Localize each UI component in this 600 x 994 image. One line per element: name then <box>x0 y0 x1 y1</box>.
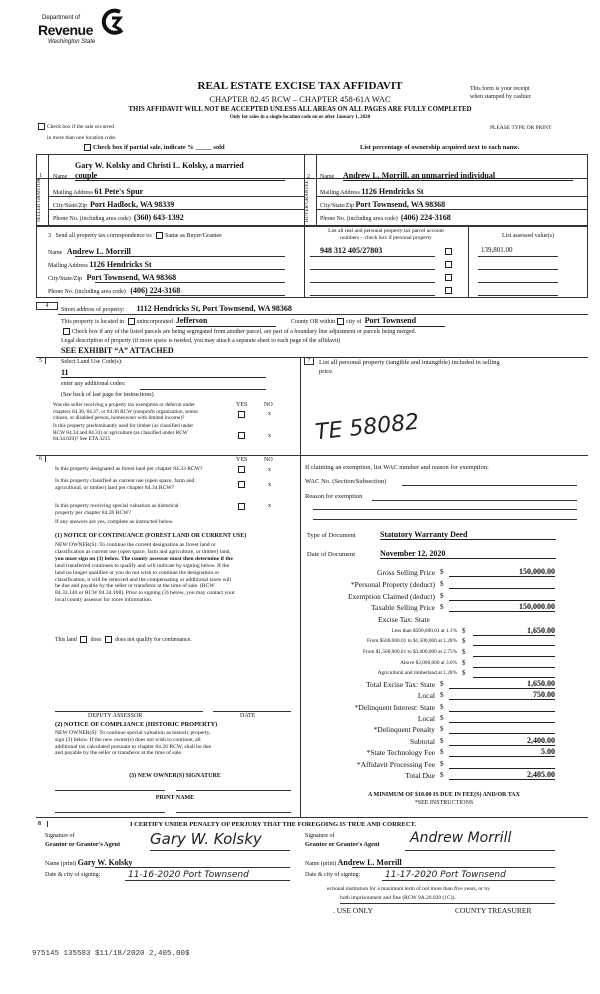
grantor-name-print-label: Name (print) <box>45 861 77 867</box>
current-use-yes-checkbox[interactable] <box>238 481 245 488</box>
tax-row-label: Less than $500,000.01 at 1.1% <box>391 627 457 634</box>
tax-row-amount[interactable] <box>449 591 555 601</box>
no-header-5: NO <box>264 402 273 408</box>
grantee-name-print-label: Name (print) <box>305 861 337 867</box>
county[interactable]: Jefferson <box>176 316 276 327</box>
dollar-sign: $ <box>440 725 444 734</box>
section-number-4: 4 <box>36 302 58 310</box>
dollar-sign: $ <box>440 568 444 576</box>
grantee-name-print[interactable]: Andrew L. Morrill <box>337 858 402 867</box>
segregated-checkbox[interactable] <box>63 328 70 335</box>
seller-mail[interactable]: 61 Pete's Spur <box>94 187 144 196</box>
dollar-sign: $ <box>462 637 466 646</box>
tax-row-amount[interactable]: 1,650.00 <box>473 626 555 636</box>
section-number-3: 3 <box>48 232 51 239</box>
tax-row-label: From $1,500,000.01 to $3,000,000 at 2.75% <box>362 648 457 655</box>
if-yes-note: If any answers are yes, complete as instructed below. <box>55 519 174 525</box>
certify-statement: I CERTIFY UNDER PENALTY OF PERJURY THAT THE FOREGOING IS TRUE AND CORRECT. <box>130 821 417 828</box>
parcel-header-1: List all real and personal property tax parcel account <box>328 228 444 234</box>
tax-row-amount[interactable]: 150,000.00 <box>449 567 555 577</box>
grantor-date-city[interactable]: 11-16-2020 Port Townsend <box>128 870 249 880</box>
current-use-question: Is this property classified as current use (open space, farm and <box>55 478 195 484</box>
reason-label: Reason for exemption <box>305 493 363 500</box>
seller-city[interactable]: Port Hadlock, WA 98339 <box>90 200 175 209</box>
section-number-2: 2 <box>307 174 310 180</box>
doc-date-label: Date of Document <box>307 551 356 558</box>
personal-property-checkbox-3[interactable] <box>445 274 452 281</box>
revenue-logo-icon <box>100 8 126 36</box>
seller-name-line2[interactable]: couple <box>75 171 285 181</box>
section-number-8: 8 <box>38 821 48 827</box>
multi-location-label: Check box if the sale occurred <box>47 124 115 130</box>
exemption-label: If claiming an exemption, list WAC number and reason for exemption: <box>305 464 489 471</box>
current-use-question: agricultural, or timber) land per chapter 84.34 RCW? <box>55 484 175 491</box>
section-number-7: 7 <box>304 358 314 365</box>
does-not-label: does not qualify for continuance. <box>115 636 192 643</box>
q2-line: 84.34.020)? See ETA 3215 <box>53 436 111 442</box>
forest-land-question: Is this property designated as forest land per chapter 84.33 RCW? <box>55 466 203 472</box>
tax-row-label: Exemption Claimed (deduct) <box>347 591 435 601</box>
corr-name-label: Name <box>48 250 63 256</box>
tax-row-amount[interactable]: 150,000.00 <box>449 602 555 612</box>
historic-yes-checkbox[interactable] <box>238 503 245 510</box>
tax-row-label: *Personal Property (deduct) <box>350 579 435 589</box>
tax-row-label: Gross Selling Price <box>377 568 435 577</box>
doc-date[interactable]: November 12, 2020 <box>380 549 556 559</box>
receipt-note-1: This form is your receipt <box>470 86 530 92</box>
q1-yes-checkbox[interactable] <box>238 411 245 418</box>
forest-land-yes-checkbox[interactable] <box>238 466 245 473</box>
section-number-1: 1 <box>39 173 42 179</box>
tax-row-amount[interactable] <box>449 713 555 723</box>
assessed-header: List assessed value(s) <box>502 233 554 239</box>
forest-land-no-answer[interactable]: x <box>268 467 271 473</box>
this-land-label: This land <box>55 636 77 643</box>
yes-header-6: YES <box>236 457 248 463</box>
historic-no-answer[interactable]: x <box>268 503 271 509</box>
corr-phone-label: Phone No. (including area code) <box>48 289 126 295</box>
personal-property-label: List all personal property (tangible and intangible) included in selling <box>319 359 500 366</box>
land-use-code[interactable]: 11 <box>61 368 266 378</box>
q2-no-answer[interactable]: x <box>268 433 271 439</box>
buyer-mail-label: Mailing Address <box>320 190 360 196</box>
tax-row-amount[interactable] <box>449 702 555 712</box>
seller-phone-label: Phone No. (including area code) <box>53 216 131 222</box>
dollar-sign: $ <box>440 770 444 779</box>
grantee-date-city[interactable]: 11-17-2020 Port Townsend <box>385 870 506 880</box>
current-use-no-answer[interactable]: x <box>268 482 271 488</box>
corr-city[interactable]: Port Townsend, WA 98368 <box>86 273 177 282</box>
corr-city-label: City/State/Zip <box>48 276 82 282</box>
receipt-note-2: when stamped by cashier. <box>470 94 532 100</box>
unincorporated-checkbox[interactable] <box>128 318 135 325</box>
tax-row-amount[interactable] <box>473 668 555 678</box>
logo-state: Washington State <box>48 39 96 45</box>
partial-sale-checkbox[interactable] <box>84 144 91 151</box>
county-or-label: County OR within <box>290 319 336 325</box>
does-label: does <box>90 636 102 643</box>
doc-type-label: Type of Document <box>307 532 356 539</box>
please-type: PLEASE TYPE OR PRINT <box>490 125 552 131</box>
dollar-sign: $ <box>440 702 444 711</box>
parcel-header-2: numbers – check box if personal property <box>340 235 432 241</box>
q1-line: Was the seller receiving a property tax exemption or deferral under <box>53 402 195 408</box>
buyer-side-label: BUYER GRANTEE <box>305 180 310 222</box>
personal-property-label-2: price. <box>319 368 334 375</box>
dollar-sign: $ <box>440 736 444 745</box>
grantor-name-print[interactable]: Gary W. Kolsky <box>77 858 133 867</box>
corr-mail-label: Mailing Address <box>48 263 88 269</box>
grantor-sig-label: Signature of <box>45 833 75 839</box>
same-as-buyer-checkbox[interactable] <box>156 232 163 239</box>
section-number-6: 6 <box>36 456 46 462</box>
dollar-sign: $ <box>462 626 466 635</box>
tax-row-label: Agricultural and timberland at 1.28% <box>377 670 457 677</box>
grantor-date-label: Date & city of signing: <box>45 872 101 878</box>
new-owner-signature-label: (3) NEW OWNER(S) SIGNATURE <box>129 773 221 779</box>
county-treasurer-label: COUNTY TREASURER <box>455 906 532 915</box>
tax-row-amount[interactable]: 2,400.00 <box>449 736 555 746</box>
q2-yes-checkbox[interactable] <box>238 432 245 439</box>
seller-phone[interactable]: (360) 643-1392 <box>133 213 184 222</box>
tax-row-amount[interactable]: 1,650.00 <box>449 679 555 689</box>
tax-row-amount[interactable] <box>449 579 555 589</box>
receipt-stamp: 975145 135583 $11/18/2020 2,405.00$ <box>32 950 190 958</box>
assessor-date-label: DATE <box>240 713 256 719</box>
minimum-note: A MINIMUM OF $10.00 IS DUE IN FEE(S) AND/OR TAX <box>368 792 520 798</box>
buyer-phone-label: Phone No. (including area code) <box>320 216 398 222</box>
tax-row-label: *Delinquent Interest: State <box>354 702 435 712</box>
tax-row-label: *Affidavit Processing Fee <box>356 759 435 769</box>
seller-city-label: City/State/Zip <box>53 203 87 209</box>
only-for-line: Only for sales in a single location code on or after January 1, 2020 <box>229 115 371 120</box>
dollar-sign: $ <box>440 748 444 757</box>
dollar-sign: $ <box>462 669 466 678</box>
additional-codes-label: enter any additional codes: <box>61 381 126 387</box>
see-back-note: (See back of last page for instructions) <box>61 392 154 398</box>
grantee-agent-label: Grantee or Grantee's Agent <box>305 841 380 848</box>
legal-description-label: Legal description of property (if more space is needed, you may attach a separate sheet to each page of the affidavit) <box>61 338 341 344</box>
seller-side-label: SELLER GRANTOR <box>37 178 42 222</box>
property-city[interactable]: Port Townsend <box>365 316 445 327</box>
q1-line: chapters 84.36, 84.37, or 84.38 RCW (nonprofit organization, senior <box>53 408 199 415</box>
tax-row-amount[interactable]: 750.00 <box>449 690 555 700</box>
multi-location-checkbox[interactable] <box>38 123 45 130</box>
property-street[interactable]: 1112 Hendricks St, Port Townsend, WA 98368 <box>136 304 292 313</box>
wac-label: WAC No. (Section/Subsection) <box>305 478 387 485</box>
seller-mail-label: Mailing Address <box>53 190 93 196</box>
assessed-value[interactable]: 139,801.00 <box>481 246 513 254</box>
tax-row-amount[interactable] <box>473 658 555 668</box>
logo-dept: Department of <box>42 15 81 21</box>
tax-row-amount[interactable] <box>473 636 555 646</box>
grantee-signature[interactable]: Andrew Morrill <box>410 830 512 846</box>
multi-location-label-2: in more than one location code. <box>47 135 117 141</box>
dollar-sign: $ <box>440 679 444 688</box>
corr-mail[interactable]: 1126 Hendricks St <box>89 260 152 269</box>
tax-row-label: Above $3,000,000 at 3.0% <box>400 659 457 666</box>
tax-row-label: From $500,000.01 to $1,500,000 at 1.28% <box>366 638 457 645</box>
dollar-sign: $ <box>440 713 444 722</box>
grantee-sig-label: Signature of <box>305 833 335 839</box>
parcel-number[interactable]: 948 312 405/27803 <box>320 246 383 255</box>
dollar-sign: $ <box>440 759 444 768</box>
buyer-mail[interactable]: 1126 Hendricks St <box>361 187 424 196</box>
located-label: This property is located in <box>61 319 124 325</box>
does-not-qualify-checkbox[interactable] <box>105 636 112 643</box>
corr-phone[interactable]: (406) 224-3168 <box>130 286 181 295</box>
tax-row-amount[interactable] <box>449 724 555 734</box>
logo-name: Revenue <box>38 22 93 38</box>
dollar-sign: $ <box>440 579 444 588</box>
tax-row-label: *State Technology Fee <box>366 748 435 758</box>
grantor-agent-label: Grantor or Grantor's Agent <box>45 841 121 848</box>
yes-header-5: YES <box>236 402 248 408</box>
see-instructions: *SEE INSTRUCTIONS <box>414 800 474 806</box>
unincorporated-label: unincorporated <box>136 319 173 325</box>
correspondence-label: Send all property tax correspondence to: <box>55 232 153 239</box>
dollar-sign: $ <box>462 647 466 656</box>
notice-compliance-title: (2) NOTICE OF COMPLIANCE (HISTORIC PROPERTY) <box>55 721 218 728</box>
tax-row-label: *Delinquent Penalty <box>373 725 435 735</box>
chapter-line: CHAPTER 82.45 RCW – CHAPTER 458-61A WAC <box>209 94 391 104</box>
land-use-label: Select Land Use Code(s): <box>61 359 123 365</box>
buyer-city[interactable]: Port Townsend, WA 98368 <box>355 200 446 209</box>
excise-tax-state-label: Excise Tax: State <box>378 615 430 625</box>
city-checkbox[interactable] <box>337 318 344 325</box>
seller-name-label: Name <box>53 174 68 180</box>
street-label: Street address of property: <box>61 307 125 313</box>
use-only-label: . USE ONLY <box>333 906 373 915</box>
buyer-name-label: Name <box>320 174 335 180</box>
personal-property-checkbox-2[interactable] <box>445 261 452 268</box>
tax-row-label: Subtotal <box>409 736 435 746</box>
penalty-text-2: both imprisonment and fine (RCW 9A.20.020 (1C)). <box>340 895 456 901</box>
handwritten-te-number: TE 58082 <box>313 409 421 446</box>
q1-line: citizen, or disabled person, homeowner with limited income)? <box>53 415 185 421</box>
dollar-sign: $ <box>440 591 444 600</box>
corr-name[interactable]: Andrew L. Morrill <box>66 247 131 256</box>
no-header-6: NO <box>264 457 273 463</box>
dollar-sign: $ <box>440 691 444 700</box>
q2-line: RCW 84.34 and 84.33) or agriculture (as classified under RCW <box>53 429 188 436</box>
buyer-city-label: City/State/Zip <box>320 203 354 209</box>
buyer-phone[interactable]: (406) 224-3168 <box>400 213 451 222</box>
legal-description[interactable]: SEE EXHIBIT “A” ATTACHED <box>61 346 174 355</box>
personal-property-checkbox-4[interactable] <box>445 287 452 294</box>
notice-continuance-title: (1) NOTICE OF CONTINUANCE (FOREST LAND OR CURRENT USE) <box>55 533 247 539</box>
tax-row-amount[interactable]: 2,405.00 <box>449 770 555 780</box>
ownership-note: List percentage of ownership acquired next to each name. <box>360 144 520 151</box>
penalty-text-1: ectional institution for a maximum term of not more than five years, or by <box>327 886 490 892</box>
form-title: REAL ESTATE EXCISE TAX AFFIDAVIT <box>197 80 403 92</box>
notice-compliance-text: NEW OWNER(S): To continue special valuation as historic property, sign (3) below. If the new owner(s) does not wish to continue, all additional tax calculated pursuant to chapter 84.26 RCW, shall be due and payable by the seller or transferor at the time of sale. <box>55 730 212 757</box>
same-as-buyer-label: Same as Buyer/Grantee <box>165 232 222 239</box>
deputy-assessor-label: DEPUTY ASSESSOR <box>88 713 143 719</box>
historic-question: Is this property receiving special valuation as historical <box>55 503 179 509</box>
notice-continuance-text: NEW OWNER(S): To continue the current designation as forest land or classification as current use (open space, farm and agriculture, or timber) land, you must sign on (3) below. The county assessor must then determine if the land transferred continues to qualify and will indicate by signing below. If the land no longer qualifies or you do not wish to continue the designation or classification, it will be removed and the compensating or additional taxes will be due and payable by the seller or transferor at the time of sale. (RCW 84.33.140 or RCW 84.34.108). Prior to signing (3) below, you may contact your local county assessor for more information. <box>55 542 235 604</box>
tax-row-amount[interactable] <box>473 647 555 657</box>
section-number-5: 5 <box>36 358 46 364</box>
does-qualify-checkbox[interactable] <box>80 636 87 643</box>
tax-row-label: Local <box>417 691 435 701</box>
tax-row-label: Total Excise Tax: State <box>365 679 435 689</box>
q2-line: Is this property predominantly used for timber (as classified under <box>53 423 194 429</box>
personal-property-checkbox-1[interactable] <box>445 248 452 255</box>
tax-row-amount[interactable] <box>449 759 555 769</box>
warning-line: THIS AFFIDAVIT WILL NOT BE ACCEPTED UNLESS ALL AREAS ON ALL PAGES ARE FULLY COMPLETED <box>128 106 472 113</box>
print-name-label: PRINT NAME <box>155 795 195 801</box>
doc-type[interactable]: Statutory Warranty Deed <box>380 530 556 540</box>
dollar-sign: $ <box>440 603 444 612</box>
tax-row-amount[interactable]: 5.00 <box>449 747 555 757</box>
tax-row-label: Taxable Selling Price <box>370 603 435 613</box>
tax-row-label: Total Due <box>405 770 435 780</box>
segregated-label: Check box if any of the listed parcels are being segregated from another parcel, are part of a boundary line adjustment or parcels being merged. <box>72 329 417 335</box>
historic-question: property per chapter 84.26 RCW? <box>55 509 131 516</box>
q1-no-answer[interactable]: x <box>268 411 271 417</box>
buyer-name[interactable]: Andrew L. Morrill, an unmarried individual <box>343 171 573 181</box>
seller-name-line1[interactable]: Gary W. Kolsky and Christi L. Kolsky, a married <box>75 161 244 170</box>
grantee-date-label: Date & city of signing: <box>305 872 361 878</box>
grantor-signature[interactable]: Gary W. Kolsky <box>150 830 262 848</box>
city-of-label: city of <box>346 319 362 325</box>
dollar-sign: $ <box>462 658 466 667</box>
partial-sale-label: Check box if partial sale, indicate % _____ sold <box>93 144 225 151</box>
tax-row-label: Local <box>417 713 435 723</box>
